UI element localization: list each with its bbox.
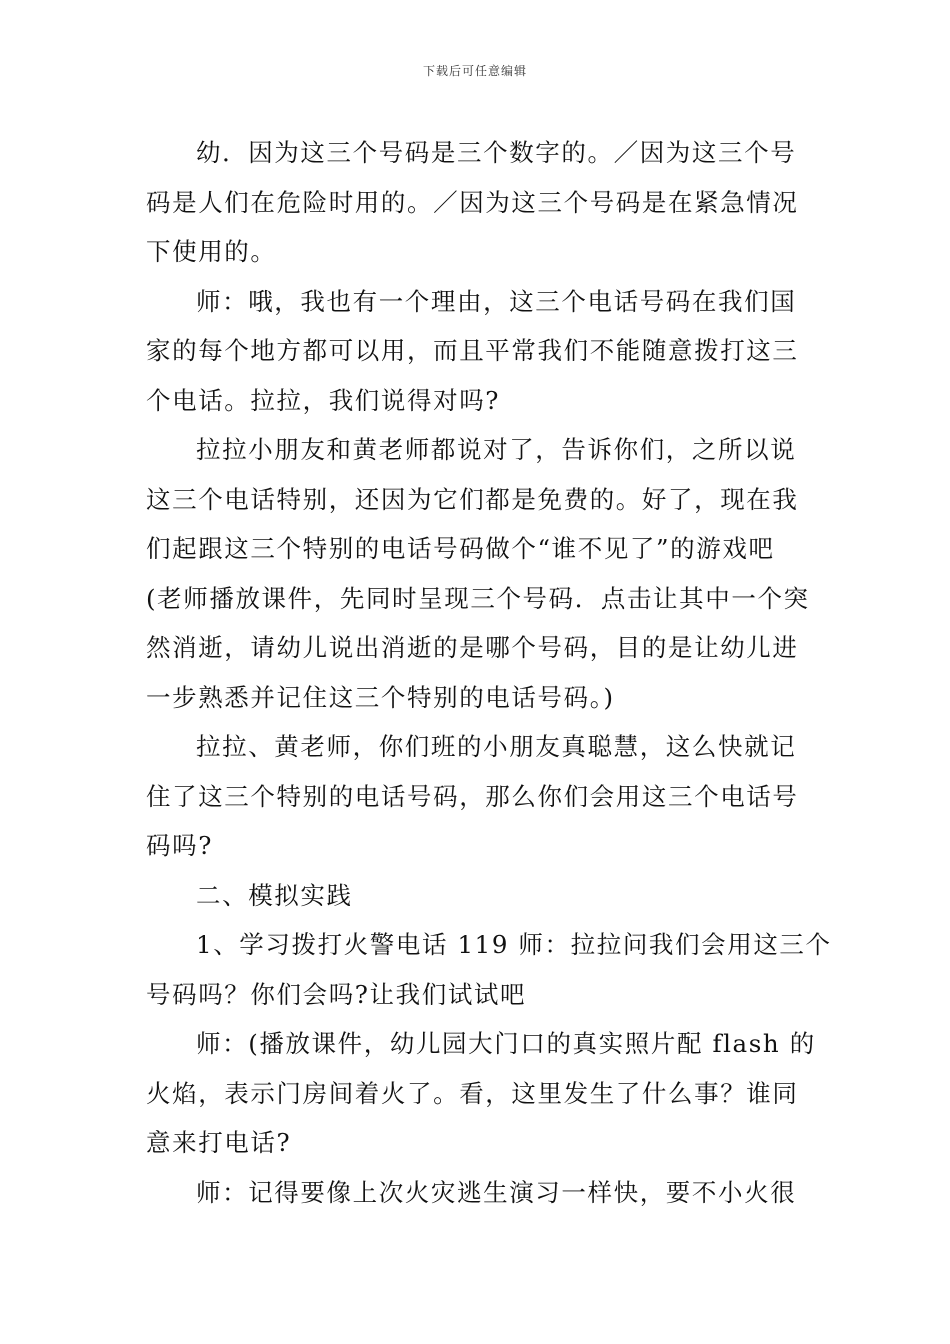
text-line: 幼．因为这三个号码是三个数字的。／因为这三个号 xyxy=(196,138,797,167)
text-line: 号码吗？你们会吗?让我们试试吧 xyxy=(146,979,527,1009)
text-line: 个电话。拉拉，我们说得对吗? xyxy=(146,385,501,415)
text-line: 火焰，表示门房间着火了。看，这里发生了什么事？谁同 xyxy=(146,1078,799,1108)
document-body xyxy=(146,128,832,1217)
text-line: 1、学习拨打火警电话 119 师：拉拉问我们会用这三个 xyxy=(196,930,832,959)
text-line: 师：(播放课件，幼儿园大门口的真实照片配 flash 的 xyxy=(196,1029,816,1058)
text-line: 拉拉、黄老师，你们班的小朋友真聪慧，这么快就记 xyxy=(196,732,797,761)
text-line: 码是人们在危险时用的。／因为这三个号码是在紧急情况 xyxy=(146,187,799,217)
text-line: 师：记得要像上次火灾逃生演习一样快，要不小火很 xyxy=(196,1177,797,1207)
text-line: 然消逝，请幼儿说出消逝的是哪个号码，目的是让幼儿进 xyxy=(146,633,799,662)
text-line: 家的每个地方都可以用，而且平常我们不能随意拨打这三 xyxy=(146,336,799,365)
text-line: 这三个电话特别，还因为它们都是免费的。好了，现在我 xyxy=(146,484,799,514)
text-line: 码吗? xyxy=(146,831,213,860)
text-line: 师：哦，我也有一个理由，这三个电话号码在我们国 xyxy=(196,286,797,316)
text-line: 住了这三个特别的电话号码，那么你们会用这三个电话号 xyxy=(146,781,799,811)
text-line: 拉拉小朋友和黄老师都说对了，告诉你们，之所以说 xyxy=(196,435,797,464)
text-line: 们起跟这三个特别的电话号码做个“谁不见了”的游戏吧 xyxy=(146,534,775,563)
text-line: 一步熟悉并记住这三个特别的电话号码。) xyxy=(146,682,615,712)
text-line: (老师播放课件，先同时呈现三个号码．点击让其中一个突 xyxy=(146,583,810,613)
page-header: 下载后可任意编辑 xyxy=(422,64,527,78)
text-line: 下使用的。 xyxy=(146,237,277,266)
text-line: 意来打电话? xyxy=(146,1128,292,1157)
section-heading: 二、模拟实践 xyxy=(196,880,353,910)
